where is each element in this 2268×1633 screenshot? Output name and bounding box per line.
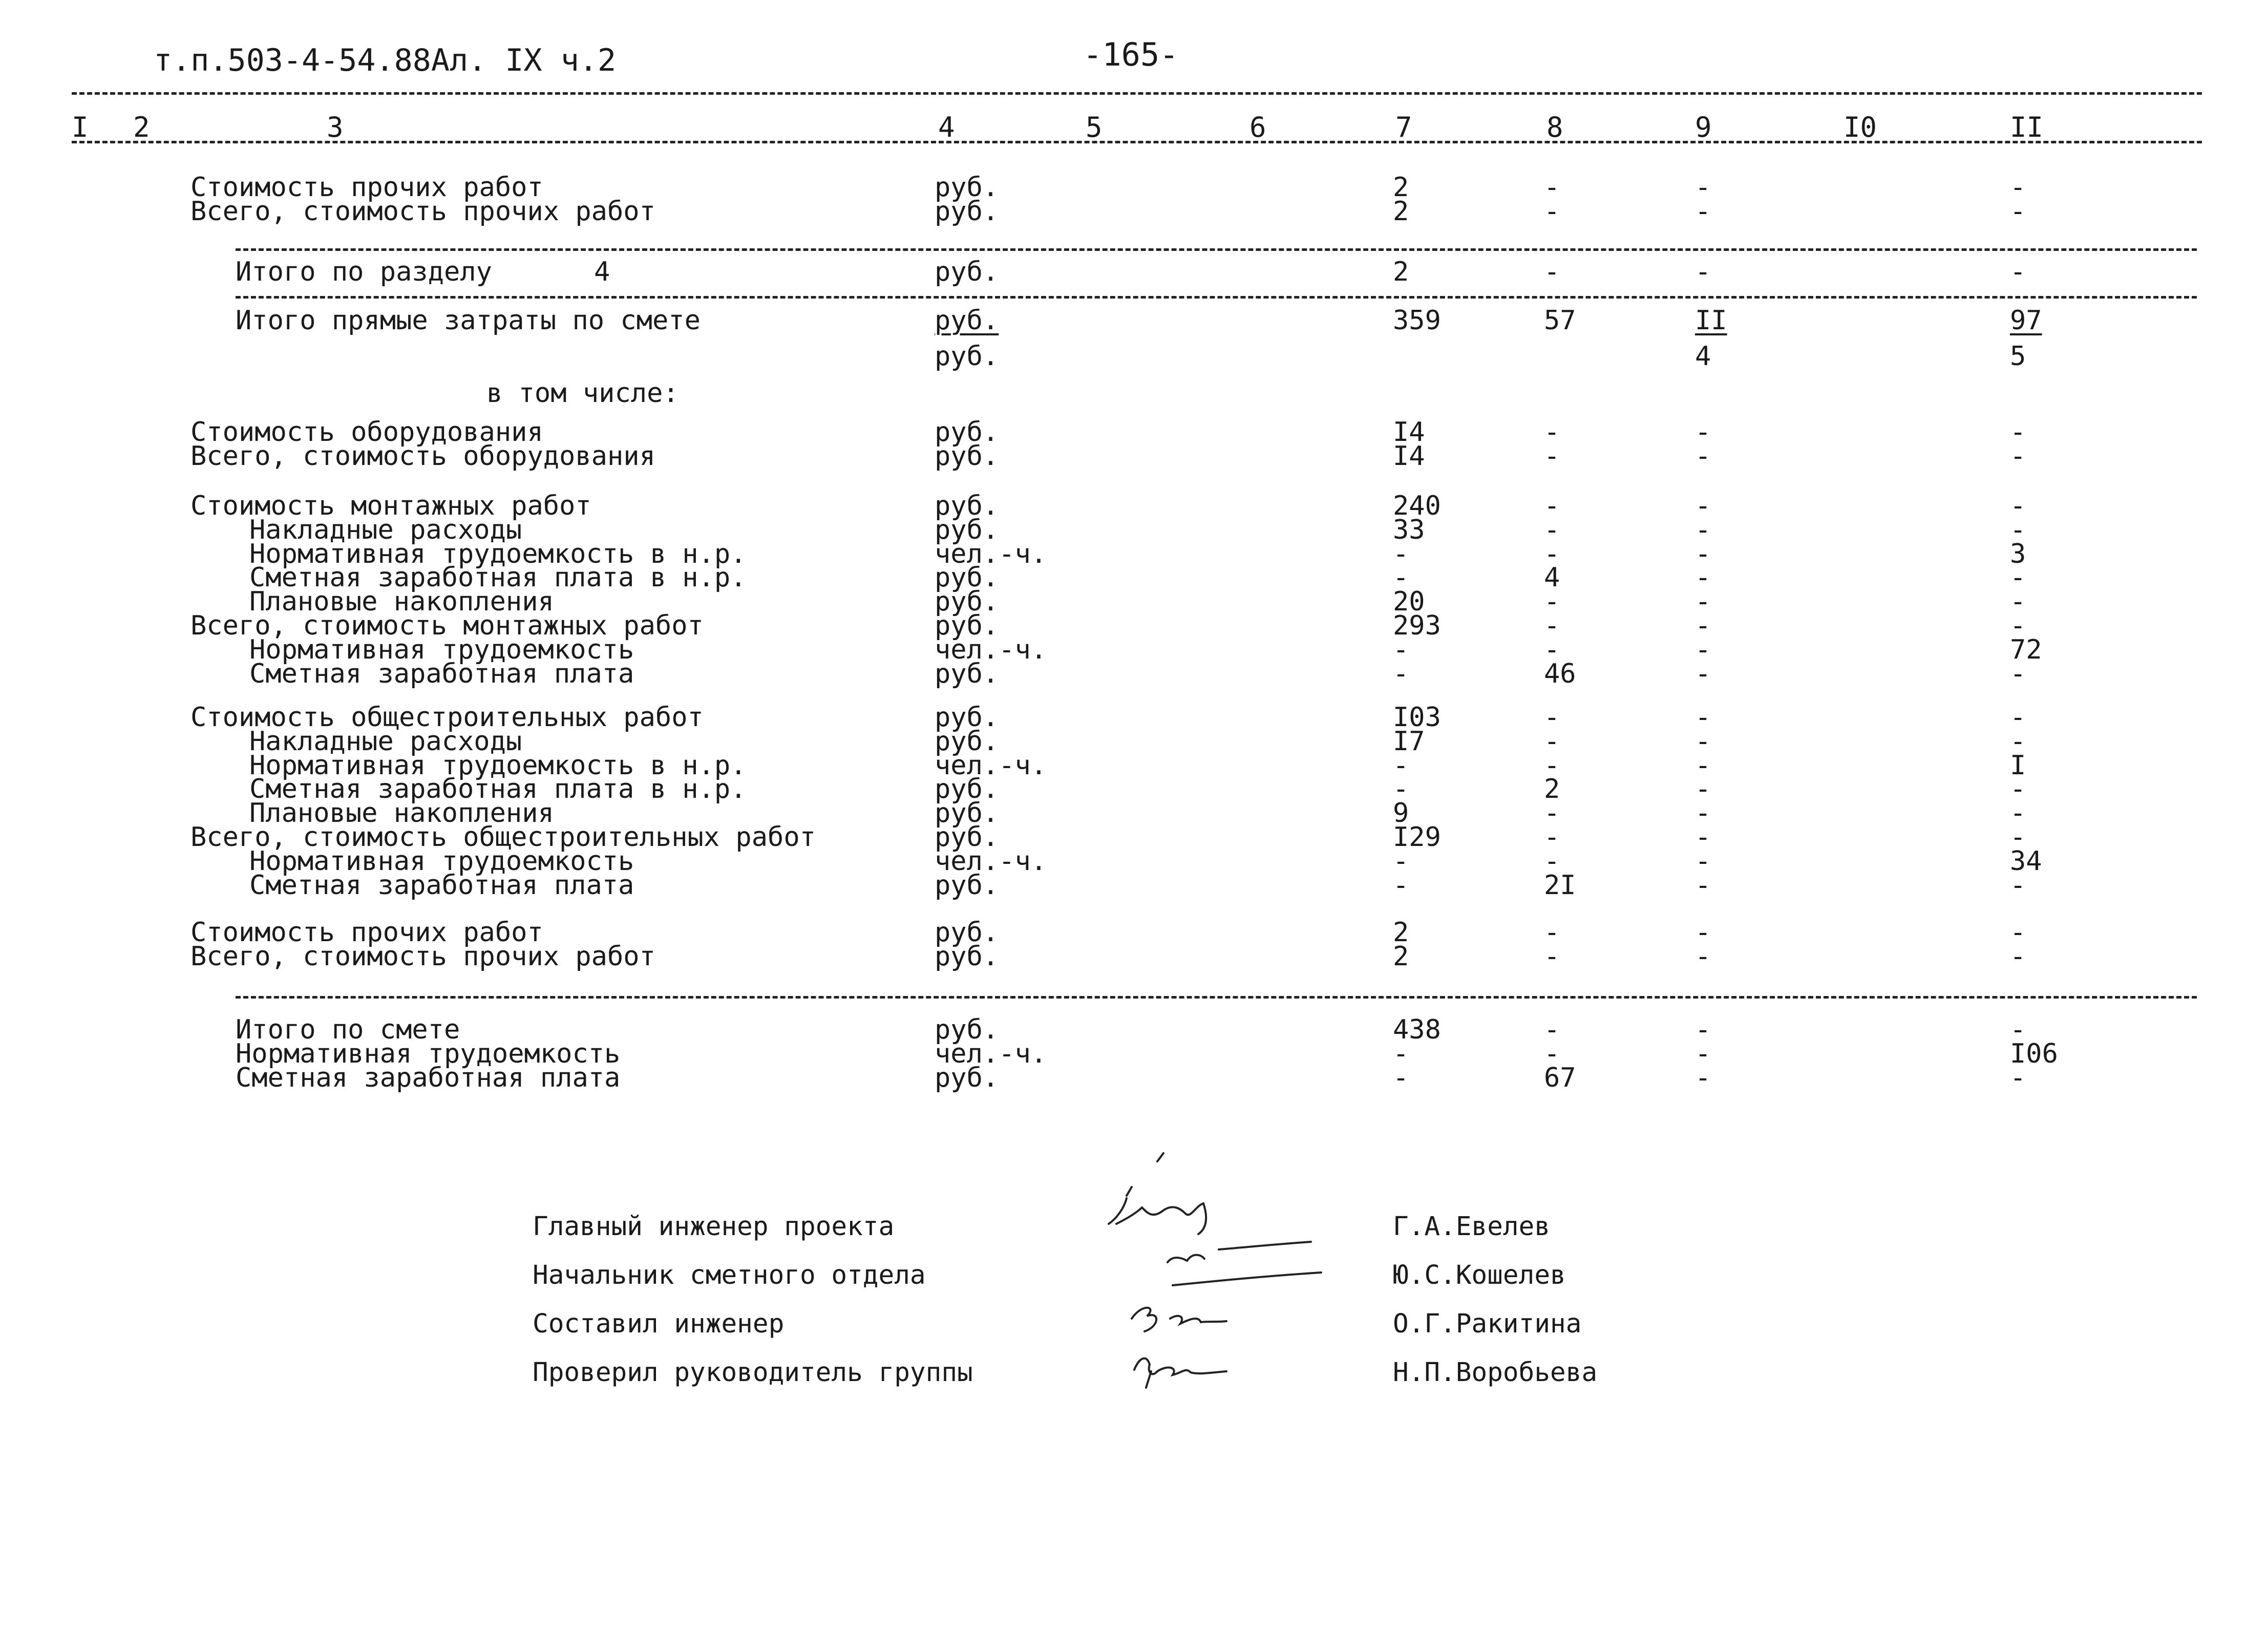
row-unit: руб. xyxy=(935,1062,999,1093)
section-rule xyxy=(236,248,2197,251)
cell-col-7: - xyxy=(1393,774,1409,805)
row-unit: чел.-ч. xyxy=(935,750,1047,781)
signatory-role: Составил инженер xyxy=(533,1309,785,1339)
cell-col-8: - xyxy=(1544,634,1560,665)
cell-col-9: - xyxy=(1695,610,1711,641)
document-code: т.п.503-4-54.88Ал. IX ч.2 xyxy=(154,43,617,78)
column-row-rule xyxy=(72,141,2202,143)
cell-col-7: 2 xyxy=(1393,941,1409,972)
row-label: Сметная заработная плата в н.р. xyxy=(249,774,747,805)
cell-col-9: - xyxy=(1695,514,1711,545)
cell-col-8: - xyxy=(1544,845,1560,877)
cell-col-8: - xyxy=(1544,538,1560,569)
handwritten-signatures xyxy=(1096,1147,1342,1403)
cell-col-9: - xyxy=(1695,634,1711,665)
cell-col-7: 240 xyxy=(1393,491,1441,521)
cell-col-8: - xyxy=(1544,514,1560,545)
cell-col-7: - xyxy=(1393,1038,1409,1069)
cell-col-9: - xyxy=(1695,538,1711,569)
cell-col-9: - xyxy=(1695,1014,1711,1045)
cell-col-7: - xyxy=(1393,538,1409,569)
cell-col-9: - xyxy=(1695,750,1711,781)
cell-col-11: - xyxy=(2010,257,2026,287)
cell-col-8: - xyxy=(1544,610,1560,641)
column-number: II xyxy=(2010,111,2044,143)
cell-col-9: - xyxy=(1695,917,1711,948)
cell-col-11: - xyxy=(2010,1062,2026,1093)
row-unit: чел.-ч. xyxy=(935,1038,1047,1069)
cell-col-9: - xyxy=(1695,941,1711,972)
row-unit: руб. xyxy=(935,257,999,287)
row-unit: руб. xyxy=(935,440,999,472)
cell-col-9: 4 xyxy=(1695,341,1711,372)
cell-col-11: - xyxy=(2010,491,2026,521)
row-unit: руб. xyxy=(935,917,999,948)
row-label: Нормативная трудоемкость в н.р. xyxy=(249,538,747,569)
row-unit: руб. xyxy=(935,869,999,901)
cell-col-7: - xyxy=(1393,562,1409,593)
signatory-role: Проверил руководитель группы xyxy=(533,1358,973,1388)
cell-col-7: - xyxy=(1393,634,1409,665)
signatory-name: Г.А.Евелев xyxy=(1393,1212,1551,1242)
section-number: 4 xyxy=(594,257,610,287)
row-label: Накладные расходы xyxy=(249,514,522,545)
row-unit: руб. xyxy=(935,562,999,593)
row-unit: руб. xyxy=(935,702,999,733)
cell-col-9: - xyxy=(1695,491,1711,521)
row-unit: руб. xyxy=(935,798,999,829)
cell-col-7: 2 xyxy=(1393,196,1409,227)
cell-col-7: I03 xyxy=(1393,702,1441,733)
cell-col-11: - xyxy=(2010,658,2026,689)
cell-col-7: I7 xyxy=(1393,726,1425,757)
row-unit: руб. xyxy=(935,610,999,641)
row-unit: руб. xyxy=(935,514,999,545)
cell-col-7: - xyxy=(1393,869,1409,901)
cell-col-11: I xyxy=(2010,750,2026,781)
cell-col-8: - xyxy=(1544,917,1560,948)
cell-col-11: - xyxy=(2010,514,2026,545)
signatory-name: О.Г.Ракитина xyxy=(1393,1309,1582,1339)
row-label: Всего, стоимость оборудования xyxy=(190,440,655,472)
cell-col-9: - xyxy=(1695,417,1711,448)
cell-col-9: - xyxy=(1695,822,1711,853)
cell-col-9: - xyxy=(1695,1062,1711,1093)
cell-col-7: 2 xyxy=(1393,172,1409,203)
subheading: в том числе: xyxy=(486,378,679,409)
row-label: Стоимость прочих работ xyxy=(190,172,543,203)
column-number: 8 xyxy=(1546,111,1563,143)
total-rule xyxy=(236,996,2197,999)
column-number: I xyxy=(72,111,89,143)
cell-col-7: - xyxy=(1393,845,1409,877)
page-number: -165- xyxy=(1083,36,1179,73)
cell-col-8: - xyxy=(1544,941,1560,972)
cell-col-9: - xyxy=(1695,798,1711,829)
cell-col-11: - xyxy=(2010,869,2026,901)
row-unit: чел.-ч. xyxy=(935,845,1047,877)
row-label: Нормативная трудоемкость xyxy=(249,634,634,665)
row-label: Накладные расходы xyxy=(249,726,522,757)
cell-col-9: - xyxy=(1695,658,1711,689)
row-label: Стоимость общестроительных работ xyxy=(190,702,704,733)
row-label: Сметная заработная плата xyxy=(249,869,634,901)
cell-col-8: 2I xyxy=(1544,869,1576,901)
row-label: Сметная заработная плата xyxy=(249,658,634,689)
cell-col-11: - xyxy=(2010,417,2026,448)
cell-col-9: - xyxy=(1695,172,1711,203)
cell-col-9: II xyxy=(1695,305,1727,336)
cell-col-8: - xyxy=(1544,417,1560,448)
row-unit: чел.-ч. xyxy=(935,634,1047,665)
cell-col-7: 33 xyxy=(1393,514,1425,545)
cell-col-11: - xyxy=(2010,726,2026,757)
cell-col-9: - xyxy=(1695,774,1711,805)
cell-col-9: - xyxy=(1695,257,1711,287)
cell-col-9: - xyxy=(1695,586,1711,618)
cell-col-11: 72 xyxy=(2010,634,2042,665)
cell-col-11: - xyxy=(2010,1014,2026,1045)
cell-col-9: - xyxy=(1695,726,1711,757)
cell-col-11: 34 xyxy=(2010,845,2042,877)
column-number: I0 xyxy=(1843,111,1877,143)
row-unit: руб. xyxy=(935,1014,999,1045)
cell-col-11: - xyxy=(2010,196,2026,227)
cell-col-7: 2 xyxy=(1393,917,1409,948)
row-label: Всего, стоимость общестроительных работ xyxy=(190,822,816,853)
cell-col-11: - xyxy=(2010,822,2026,853)
row-unit: руб. xyxy=(935,172,999,203)
cell-col-8: 46 xyxy=(1544,658,1576,689)
cell-col-7: I4 xyxy=(1393,417,1425,448)
column-number: 3 xyxy=(327,111,344,143)
row-label: Итого прямые затраты по смете xyxy=(236,305,701,336)
cell-col-11: - xyxy=(2010,440,2026,472)
cell-col-7: - xyxy=(1393,658,1409,689)
cell-col-11: - xyxy=(2010,586,2026,618)
row-label: Всего, стоимость прочих работ xyxy=(190,941,655,972)
cell-col-8: - xyxy=(1544,1014,1560,1045)
row-label: Итого по смете xyxy=(236,1014,460,1045)
row-unit: руб. xyxy=(935,196,999,227)
cell-col-7: 9 xyxy=(1393,798,1409,829)
cell-col-11: - xyxy=(2010,917,2026,948)
signatory-role: Главный инженер проекта xyxy=(533,1212,895,1242)
cell-col-8: - xyxy=(1544,1038,1560,1069)
cell-col-7: I29 xyxy=(1393,822,1441,853)
cell-col-8: - xyxy=(1544,702,1560,733)
cell-col-9: - xyxy=(1695,702,1711,733)
top-rule xyxy=(72,92,2202,95)
cell-col-8: - xyxy=(1544,822,1560,853)
row-label: Плановые накопления xyxy=(249,586,554,618)
row-unit: руб. xyxy=(935,822,999,853)
row-label: Всего, стоимость прочих работ xyxy=(190,196,655,227)
row-unit: руб. xyxy=(935,586,999,618)
row-label: Стоимость монтажных работ xyxy=(190,491,591,521)
cell-col-7: - xyxy=(1393,1062,1409,1093)
row-label: Плановые накопления xyxy=(249,798,554,829)
cell-col-11: 97 xyxy=(2010,305,2042,336)
cell-col-11: - xyxy=(2010,172,2026,203)
column-number: 6 xyxy=(1249,111,1266,143)
section-rule xyxy=(236,296,2197,299)
row-label: Стоимость прочих работ xyxy=(190,917,543,948)
row-unit: чел.-ч. xyxy=(935,538,1047,569)
signatory-name: Н.П.Воробьева xyxy=(1393,1358,1598,1388)
cell-col-9: - xyxy=(1695,562,1711,593)
cell-col-7: 359 xyxy=(1393,305,1441,336)
row-unit: руб. xyxy=(935,305,999,336)
signatory-role: Начальник сметного отдела xyxy=(533,1260,926,1290)
cell-col-8: - xyxy=(1544,172,1560,203)
cell-col-7: 20 xyxy=(1393,586,1425,618)
cell-col-11: - xyxy=(2010,702,2026,733)
cell-col-11: - xyxy=(2010,941,2026,972)
column-number: 5 xyxy=(1086,111,1103,143)
cell-col-9: - xyxy=(1695,845,1711,877)
cell-col-8: - xyxy=(1544,196,1560,227)
row-label: Итого по разделу xyxy=(236,257,492,287)
column-number: 2 xyxy=(133,111,150,143)
cell-col-11: 3 xyxy=(2010,538,2026,569)
row-unit: руб. xyxy=(935,417,999,448)
row-unit: руб. xyxy=(935,491,999,521)
row-label: Всего, стоимость монтажных работ xyxy=(190,610,704,641)
row-unit: руб. xyxy=(935,658,999,689)
row-unit: руб. xyxy=(935,774,999,805)
row-unit: руб. xyxy=(935,341,999,372)
cell-col-11: - xyxy=(2010,774,2026,805)
cell-col-7: 2 xyxy=(1393,257,1409,287)
cell-col-8: - xyxy=(1544,586,1560,618)
row-label: Стоимость оборудования xyxy=(190,417,543,448)
cell-col-9: - xyxy=(1695,1038,1711,1069)
column-number: 7 xyxy=(1395,111,1412,143)
cell-col-7: 293 xyxy=(1393,610,1441,641)
column-number: 9 xyxy=(1695,111,1712,143)
cell-col-11: - xyxy=(2010,798,2026,829)
cell-col-8: - xyxy=(1544,440,1560,472)
cell-col-8: - xyxy=(1544,750,1560,781)
cell-col-8: 4 xyxy=(1544,562,1560,593)
cell-col-8: - xyxy=(1544,726,1560,757)
cell-col-9: - xyxy=(1695,440,1711,472)
row-label: Сметная заработная плата xyxy=(236,1062,621,1093)
cell-col-8: 2 xyxy=(1544,774,1560,805)
cell-col-8: - xyxy=(1544,257,1560,287)
signatory-name: Ю.С.Кошелев xyxy=(1393,1260,1566,1290)
cell-col-11: - xyxy=(2010,562,2026,593)
cell-col-7: 438 xyxy=(1393,1014,1441,1045)
row-label: Нормативная трудоемкость xyxy=(249,845,634,877)
cell-col-9: - xyxy=(1695,196,1711,227)
cell-col-7: - xyxy=(1393,750,1409,781)
row-label: Сметная заработная плата в н.р. xyxy=(249,562,747,593)
cell-col-8: 57 xyxy=(1544,305,1576,336)
cell-col-7: I4 xyxy=(1393,440,1425,472)
cell-col-11: 5 xyxy=(2010,341,2026,372)
column-number: 4 xyxy=(938,111,955,143)
cell-col-11: I06 xyxy=(2010,1038,2058,1069)
cell-col-11: - xyxy=(2010,610,2026,641)
cell-col-8: - xyxy=(1544,491,1560,521)
row-label: Нормативная трудоемкость xyxy=(236,1038,621,1069)
row-label: Нормативная трудоемкость в н.р. xyxy=(249,750,747,781)
cell-col-8: - xyxy=(1544,798,1560,829)
cell-col-8: 67 xyxy=(1544,1062,1576,1093)
row-unit: руб. xyxy=(935,726,999,757)
row-unit: руб. xyxy=(935,941,999,972)
cell-col-9: - xyxy=(1695,869,1711,901)
